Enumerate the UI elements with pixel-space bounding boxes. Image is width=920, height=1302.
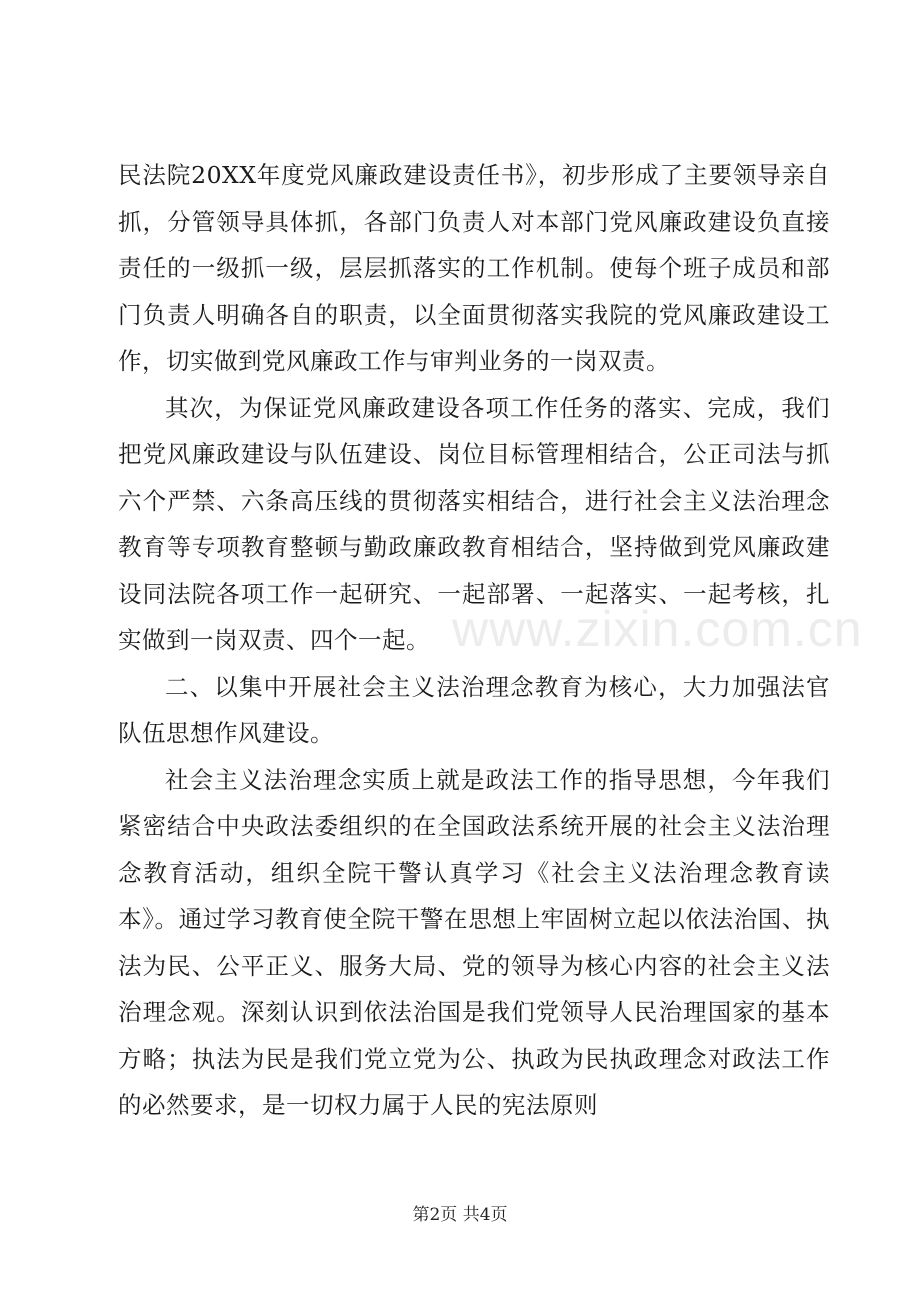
page-footer: 第2页 共4页 [412, 1205, 508, 1225]
section-heading: 二、以集中开展社会主义法治理念教育为核心，大力加强法官队伍思想作风建设。 [118, 672, 830, 747]
document-body [118, 152, 830, 1129]
paragraph-second: 其次，为保证党风廉政建设各项工作任务的落实、完成，我们把党风廉政建设与队伍建设、岗位目标管理相结合，公正司法与抓六个严禁、六条高压线的贯彻落实相结合，进行社会主义法治理念教育等专项教育整顿与勤政廉政教育相结合，坚持做到党风廉政建设同法院各项工作一起研究、一起部署、一起落实、一起考核，扎实做到一岗双责、四个一起。 [118, 393, 830, 654]
paragraph-fourth: 社会主义法治理念实质上就是政法工作的指导思想，今年我们紧密结合中央政法委组织的在全国政法系统开展的社会主义法治理念教育活动，组织全院干警认真学习《社会主义法治理念教育读本》。通过学习教育使全院干警在思想上牢固树立起以依法治国、执法为民、公平正义、服务大局、党的领导为核心内容的社会主义法治理念观。深刻认识到依法治国是我们党领导人民治理国家的基本方略；执法为民是我们党立党为公、执政为民执政理念对政法工作的必然要求，是一切权力属于人民的宪法原则 [118, 765, 830, 1119]
paragraph-continued: 民法院20XX年度党风廉政建设责任书》，初步形成了主要领导亲自抓，分管领导具体抓，各部门负责人对本部门党风廉政建设负直接责任的一级抓一级，层层抓落实的工作机制。使每个班子成员和部门负责人明确各自的职责，以全面贯彻落实我院的党风廉政建设工作，切实做到党风廉政工作与审判业务的一岗双责。 [118, 161, 830, 375]
watermark: www.zixin.com.cn [452, 601, 863, 657]
